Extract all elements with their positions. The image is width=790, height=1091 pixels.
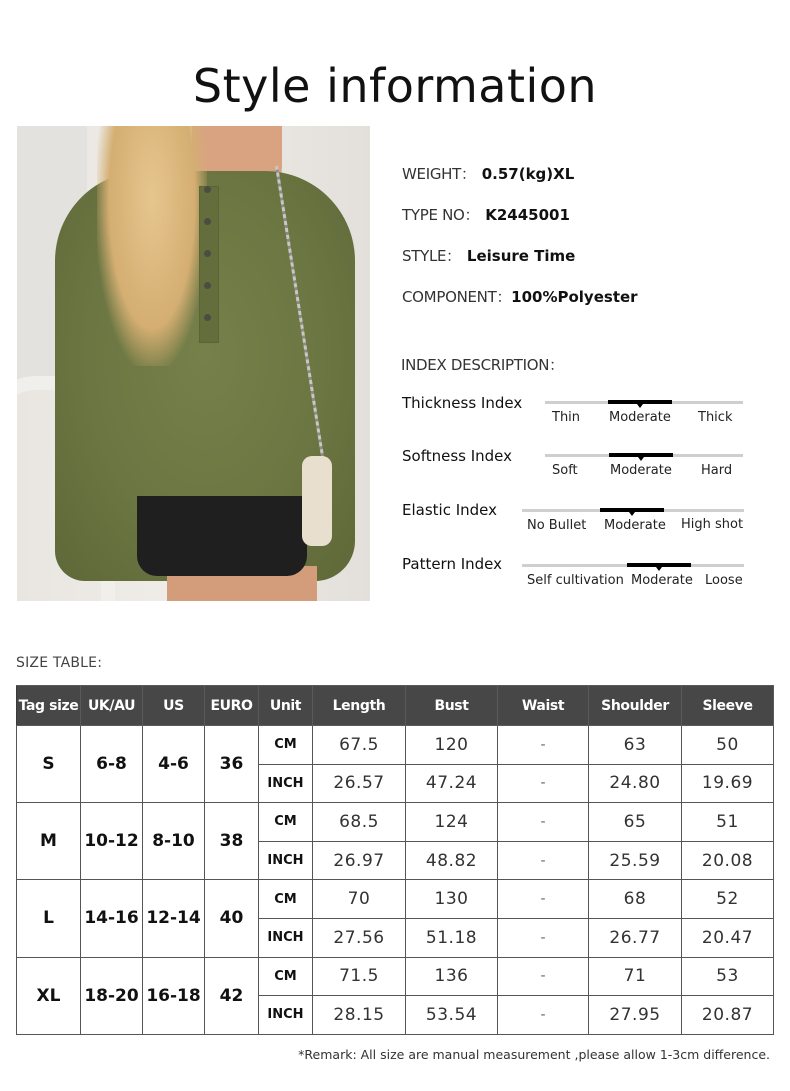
sleeve-cell: 53 bbox=[682, 957, 774, 996]
waist-cell: - bbox=[498, 957, 589, 996]
index-name: Pattern Index bbox=[402, 555, 503, 573]
sleeve-cell: 51 bbox=[682, 803, 774, 842]
sleeve-cell: 20.47 bbox=[682, 918, 774, 957]
bust-cell: 130 bbox=[406, 880, 498, 919]
unit-cell: INCH bbox=[259, 918, 313, 957]
waist-cell: - bbox=[498, 764, 589, 803]
size-table-title: SIZE TABLE: bbox=[16, 655, 103, 671]
product-photo bbox=[17, 126, 370, 601]
index-pointer-icon bbox=[637, 404, 643, 408]
length-cell: 70 bbox=[313, 880, 406, 919]
photo-button-shape bbox=[204, 282, 211, 289]
type-no-label: TYPE NO： bbox=[402, 206, 480, 224]
header-euro: EURO bbox=[205, 686, 259, 726]
photo-button-shape bbox=[204, 314, 211, 321]
sleeve-cell: 20.87 bbox=[682, 996, 774, 1035]
bust-cell: 47.24 bbox=[406, 764, 498, 803]
header-waist: Waist bbox=[498, 686, 589, 726]
shoulder-cell: 25.59 bbox=[589, 841, 682, 880]
photo-shorts-shape bbox=[137, 496, 307, 576]
table-row bbox=[17, 957, 774, 996]
header-bust: Bust bbox=[406, 686, 498, 726]
style-value: Leisure Time bbox=[466, 247, 576, 265]
unit-cell: INCH bbox=[259, 996, 313, 1035]
photo-button-shape bbox=[204, 186, 211, 193]
unit-cell: CM bbox=[259, 957, 313, 996]
weight-value: 0.57(kg)XL bbox=[481, 165, 575, 183]
sleeve-cell: 52 bbox=[682, 880, 774, 919]
shoulder-cell: 71 bbox=[589, 957, 682, 996]
tag-size-cell: M bbox=[17, 803, 81, 880]
index-pointer-icon bbox=[629, 512, 635, 516]
type-no-value: K2445001 bbox=[485, 206, 570, 224]
info-style bbox=[402, 242, 638, 283]
us-cell: 4-6 bbox=[143, 726, 205, 803]
info-component bbox=[402, 283, 638, 324]
bust-cell: 124 bbox=[406, 803, 498, 842]
header-length: Length bbox=[313, 686, 406, 726]
sleeve-cell: 50 bbox=[682, 726, 774, 765]
length-cell: 28.15 bbox=[313, 996, 406, 1035]
index-left-label: Self cultivation bbox=[527, 573, 624, 588]
table-row bbox=[17, 880, 774, 919]
bust-cell: 53.54 bbox=[406, 996, 498, 1035]
info-weight bbox=[402, 160, 638, 201]
index-scale-bar bbox=[545, 401, 743, 404]
length-cell: 26.97 bbox=[313, 841, 406, 880]
table-row bbox=[17, 726, 774, 765]
index-name: Thickness Index bbox=[402, 394, 523, 412]
index-pointer-icon bbox=[638, 457, 644, 461]
weight-label: WEIGHT： bbox=[402, 165, 476, 183]
waist-cell: - bbox=[498, 841, 589, 880]
header-tag-size: Tag size bbox=[17, 686, 81, 726]
unit-cell: INCH bbox=[259, 841, 313, 880]
tag-size-cell: L bbox=[17, 880, 81, 957]
index-left-label: Soft bbox=[552, 463, 578, 478]
index-right-label: Hard bbox=[701, 463, 733, 478]
shoulder-cell: 24.80 bbox=[589, 764, 682, 803]
index-pointer-icon bbox=[656, 567, 662, 571]
photo-bag-shape bbox=[302, 456, 332, 546]
unit-cell: CM bbox=[259, 803, 313, 842]
header-uk-au: UK/AU bbox=[81, 686, 143, 726]
euro-cell: 40 bbox=[205, 880, 259, 957]
shoulder-cell: 26.77 bbox=[589, 918, 682, 957]
header-us: US bbox=[143, 686, 205, 726]
photo-hair-shape bbox=[97, 126, 207, 366]
us-cell: 8-10 bbox=[143, 803, 205, 880]
photo-button-shape bbox=[204, 218, 211, 225]
unit-cell: CM bbox=[259, 726, 313, 765]
shoulder-cell: 27.95 bbox=[589, 996, 682, 1035]
length-cell: 26.57 bbox=[313, 764, 406, 803]
bust-cell: 48.82 bbox=[406, 841, 498, 880]
sleeve-cell: 20.08 bbox=[682, 841, 774, 880]
unit-cell: INCH bbox=[259, 764, 313, 803]
tag-size-cell: XL bbox=[17, 957, 81, 1034]
shoulder-cell: 65 bbox=[589, 803, 682, 842]
euro-cell: 38 bbox=[205, 803, 259, 880]
photo-button-shape bbox=[204, 250, 211, 257]
index-middle-label: Moderate bbox=[609, 410, 671, 425]
shoulder-cell: 68 bbox=[589, 880, 682, 919]
euro-cell: 42 bbox=[205, 957, 259, 1034]
index-middle-label: Moderate bbox=[604, 518, 666, 533]
measurement-remark: *Remark: All size are manual measurement ,please allow 1-3cm difference. bbox=[298, 1047, 770, 1062]
euro-cell: 36 bbox=[205, 726, 259, 803]
length-cell: 68.5 bbox=[313, 803, 406, 842]
index-right-label: Thick bbox=[698, 410, 733, 425]
waist-cell: - bbox=[498, 880, 589, 919]
uk-au-cell: 18-20 bbox=[81, 957, 143, 1034]
waist-cell: - bbox=[498, 726, 589, 765]
uk-au-cell: 14-16 bbox=[81, 880, 143, 957]
page-title: Style information bbox=[192, 58, 598, 113]
index-left-label: No Bullet bbox=[527, 518, 587, 533]
length-cell: 71.5 bbox=[313, 957, 406, 996]
unit-cell: CM bbox=[259, 880, 313, 919]
tag-size-cell: S bbox=[17, 726, 81, 803]
index-middle-label: Moderate bbox=[631, 573, 693, 588]
size-table bbox=[16, 685, 774, 1035]
index-name: Softness Index bbox=[402, 447, 513, 465]
us-cell: 12-14 bbox=[143, 880, 205, 957]
index-left-label: Thin bbox=[552, 410, 581, 425]
us-cell: 16-18 bbox=[143, 957, 205, 1034]
index-scale-bar bbox=[522, 509, 744, 512]
waist-cell: - bbox=[498, 996, 589, 1035]
uk-au-cell: 10-12 bbox=[81, 803, 143, 880]
index-right-label: Loose bbox=[705, 573, 743, 588]
table-row bbox=[17, 803, 774, 842]
waist-cell: - bbox=[498, 918, 589, 957]
info-type-no bbox=[402, 201, 638, 242]
header-unit: Unit bbox=[259, 686, 313, 726]
product-info-list bbox=[402, 160, 638, 324]
bust-cell: 120 bbox=[406, 726, 498, 765]
shoulder-cell: 63 bbox=[589, 726, 682, 765]
index-middle-label: Moderate bbox=[610, 463, 672, 478]
uk-au-cell: 6-8 bbox=[81, 726, 143, 803]
bust-cell: 51.18 bbox=[406, 918, 498, 957]
length-cell: 67.5 bbox=[313, 726, 406, 765]
index-scale-bar bbox=[522, 564, 744, 567]
sleeve-cell: 19.69 bbox=[682, 764, 774, 803]
index-name: Elastic Index bbox=[402, 501, 498, 519]
index-right-label: High shot bbox=[681, 517, 744, 532]
size-table-header bbox=[17, 686, 774, 726]
style-label: STYLE： bbox=[402, 247, 461, 265]
waist-cell: - bbox=[498, 803, 589, 842]
component-label: COMPONENT： bbox=[402, 288, 512, 306]
header-sleeve: Sleeve bbox=[682, 686, 774, 726]
length-cell: 27.56 bbox=[313, 918, 406, 957]
index-scale-bar bbox=[545, 454, 743, 457]
header-shoulder: Shoulder bbox=[589, 686, 682, 726]
bust-cell: 136 bbox=[406, 957, 498, 996]
component-value: 100%Polyester bbox=[511, 288, 638, 306]
index-description-title: INDEX DESCRIPTION： bbox=[401, 356, 564, 374]
